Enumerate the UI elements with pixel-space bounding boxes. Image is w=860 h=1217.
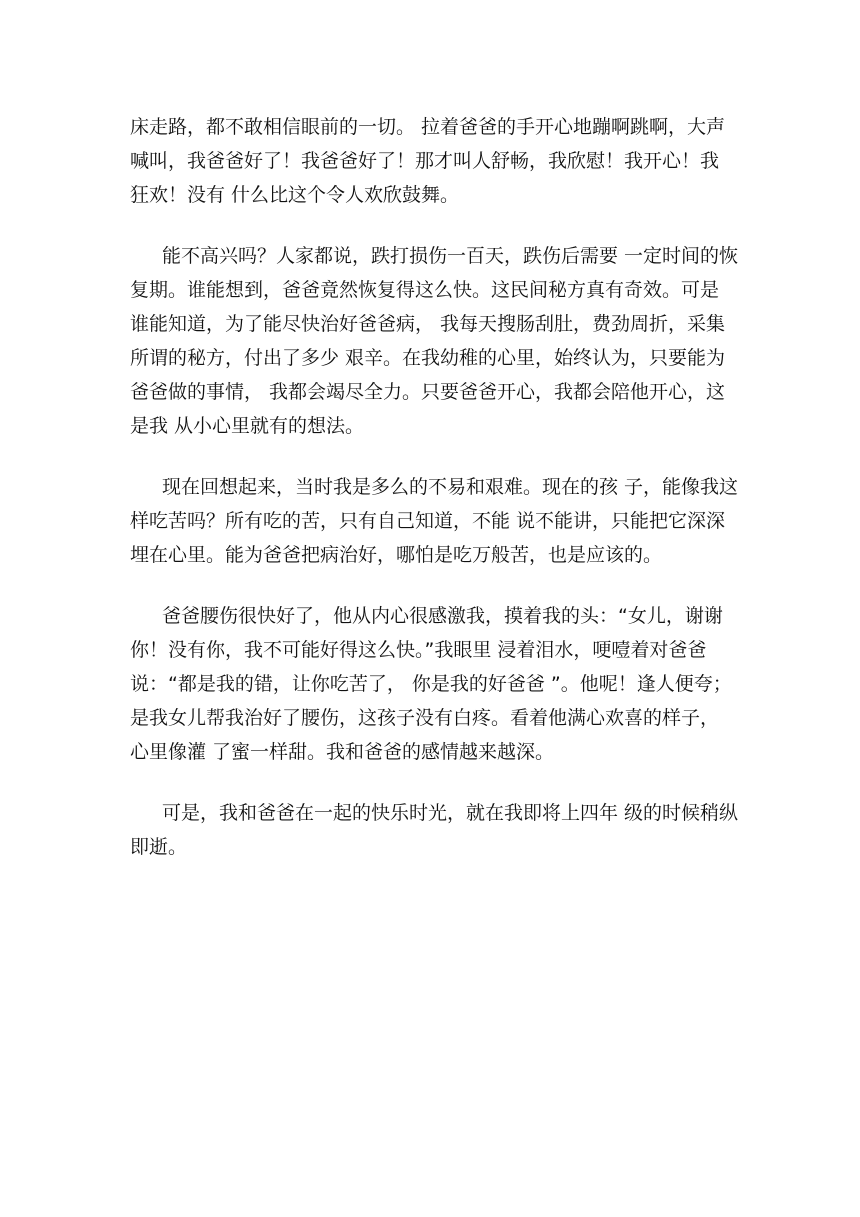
- text-line: 是我 从小心里就有的想法。: [130, 415, 365, 437]
- paragraph: [130, 796, 740, 864]
- text-line: 爸爸腰伤很快好了，他从内心很感激我，摸着我的头：“女儿，谢谢: [162, 605, 723, 627]
- paragraph: [130, 470, 740, 572]
- text-line: 谁能知道，为了能尽快治好爸爸病， 我每天搜肠刮肚，费劲周折，采集: [130, 313, 726, 335]
- text-line: 心里像灌 了蜜一样甜。我和爸爸的感情越来越深。: [130, 741, 555, 763]
- text-line: 是我女儿帮我治好了腰伤，这孩子没有白疼。看着他满心欢喜的样子，: [130, 707, 720, 729]
- paragraph: [130, 239, 740, 443]
- paragraph: [130, 110, 740, 212]
- text-line: 床走路，都不敢相信眼前的一切。 拉着爸爸的手开心地蹦啊跳啊，大声: [130, 116, 726, 138]
- text-line: 能不高兴吗？人家都说，跌打损伤一百天，跌伤后需要 一定时间的恢: [162, 245, 739, 267]
- text-line: 你！没有你，我不可能好得这么快。”我眼里 浸着泪水，哽噎着对爸爸: [130, 639, 707, 661]
- text-line: 埋在心里。能为爸爸把病治好，哪怕是吃万般苦，也是应该的。: [130, 544, 663, 566]
- text-line: 即逝。: [130, 836, 188, 858]
- document-body: [130, 110, 740, 891]
- text-line: 狂欢！没有 什么比这个令人欢欣鼓舞。: [130, 184, 460, 206]
- text-line: 可是，我和爸爸在一起的快乐时光，就在我即将上四年 级的时候稍纵: [162, 802, 739, 824]
- paragraph: [130, 599, 740, 769]
- text-line: 喊叫，我爸爸好了！我爸爸好了！那才叫人舒畅，我欣慰！我开心！我: [130, 150, 720, 172]
- text-line: 现在回想起来，当时我是多么的不易和艰难。现在的孩 子，能像我这: [162, 476, 739, 498]
- text-line: 复期。谁能想到，爸爸竟然恢复得这么快。这民间秘方真有奇效。可是: [130, 279, 720, 301]
- text-line: 爸爸做的事情， 我都会竭尽全力。只要爸爸开心，我都会陪他开心，这: [130, 381, 726, 403]
- text-line: 样吃苦吗？所有吃的苦，只有自己知道，不能 说不能讲，只能把它深深: [130, 510, 726, 532]
- text-line: 说：“都是我的错，让你吃苦了， 你是我的好爸爸 ”。他呢！逢人便夸；: [130, 673, 732, 695]
- text-line: 所谓的秘方，付出了多少 艰辛。在我幼稚的心里，始终认为，只要能为: [130, 347, 726, 369]
